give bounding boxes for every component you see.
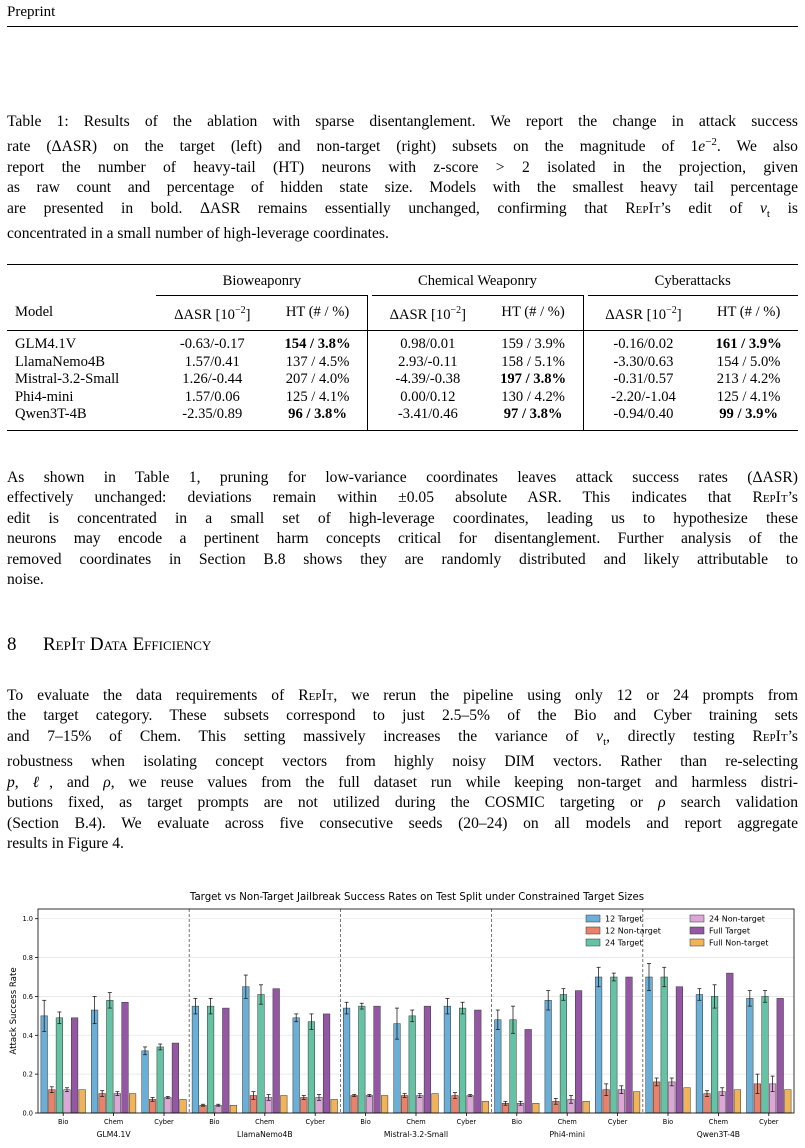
cell-model: Phi4-mini bbox=[15, 388, 74, 405]
bar bbox=[64, 1090, 71, 1113]
model-label: GLM4.1V bbox=[96, 1130, 131, 1139]
x-tick-label: Chem bbox=[557, 1118, 577, 1126]
bar bbox=[343, 1008, 350, 1113]
cell-bio-dasr: 1.57/0.06 bbox=[184, 388, 240, 405]
bar bbox=[381, 1096, 388, 1113]
model-label: Phi4-mini bbox=[549, 1130, 585, 1139]
bar bbox=[575, 991, 582, 1113]
y-tick-label: 0.0 bbox=[22, 1109, 33, 1118]
cell-cyber-ht: 125 / 4.1% bbox=[716, 388, 781, 405]
text-line: and 7–15% of Chem. This setting massively increases the variance of $v_t$, directly testing RepIt’s bbox=[7, 727, 798, 748]
bar bbox=[696, 994, 703, 1113]
cell-bio-ht: 137 / 4.5% bbox=[285, 353, 350, 370]
text-line: report the number of heavy-tail (HT) neurons with z-score > 2 isolated in the projection, given bbox=[7, 159, 798, 176]
x-tick-label: Cyber bbox=[456, 1118, 477, 1126]
bar bbox=[467, 1096, 474, 1113]
bar bbox=[401, 1096, 408, 1113]
bar bbox=[525, 1029, 532, 1113]
bar bbox=[711, 996, 718, 1113]
results-table bbox=[7, 264, 798, 431]
bar bbox=[366, 1096, 373, 1113]
cell-model: LlamaNemo4B bbox=[15, 353, 105, 370]
bar bbox=[223, 1008, 230, 1113]
text-line: p, ℓ, and ρ, we reuse values from the full dataset run while keeping non-target and harmless distri- bbox=[7, 773, 799, 791]
bar bbox=[669, 1082, 676, 1113]
cell-chem-dasr: -3.41/0.46 bbox=[397, 406, 458, 423]
bar bbox=[444, 1006, 451, 1113]
x-tick-label: Cyber bbox=[154, 1118, 174, 1126]
bar bbox=[560, 994, 567, 1113]
cell-cyber-ht: 161 / 3.9% bbox=[715, 336, 782, 353]
x-tick-label: Chem bbox=[708, 1118, 729, 1126]
cell-bio-ht: 154 / 3.8% bbox=[284, 336, 351, 353]
col-dasr-chem: ΔASR $[10^{-2}]$ bbox=[372, 295, 484, 330]
bar bbox=[243, 987, 250, 1113]
table-caption bbox=[7, 112, 798, 245]
text-line: as raw count and percentage of hidden state size. Models with the smallest heavy tail percentage bbox=[7, 179, 798, 197]
bar bbox=[583, 1101, 590, 1113]
table-row bbox=[7, 336, 798, 354]
chart-title: Target vs Non-Target Jailbreak Success Rates on Test Split under Constrained Target Sizes bbox=[189, 892, 645, 903]
cell-cyber-ht: 213 / 4.2% bbox=[716, 371, 781, 388]
cell-cyber-dasr: -0.94/0.40 bbox=[613, 406, 674, 423]
cell-bio-ht: 207 / 4.0% bbox=[285, 371, 350, 388]
text-line: results in Figure 4. bbox=[7, 834, 124, 852]
bar bbox=[762, 996, 769, 1113]
bar bbox=[56, 1018, 63, 1113]
text-line: neurons may encode a pertinent harm concepts critical for disentanglement. Further analysis of the bbox=[7, 530, 798, 548]
legend-swatch bbox=[586, 927, 600, 934]
bar bbox=[323, 1014, 330, 1113]
cell-chem-dasr: 2.93/-0.11 bbox=[398, 353, 458, 370]
cell-chem-dasr: -4.39/-0.38 bbox=[395, 371, 461, 388]
bar bbox=[192, 1006, 199, 1113]
text-line: robustness when isolating concept vectors from highly noisy DIM vectors. Rather than re-selecting bbox=[7, 753, 798, 771]
bar bbox=[230, 1105, 237, 1113]
body-paragraph-1 bbox=[7, 468, 798, 590]
legend-label: Full Non-target bbox=[709, 938, 769, 948]
bar bbox=[91, 1010, 98, 1113]
section-number: 8 bbox=[7, 634, 17, 655]
legend-swatch bbox=[690, 939, 704, 946]
bar bbox=[114, 1094, 121, 1113]
bar bbox=[611, 977, 618, 1113]
text-line: removed coordinates in Section B.8 shows they are randomly distributed and likely attributable to bbox=[7, 550, 798, 568]
y-tick-label: 0.2 bbox=[22, 1070, 33, 1079]
running-head: Preprint bbox=[7, 4, 56, 20]
cell-model: Qwen3T-4B bbox=[15, 406, 87, 423]
bar bbox=[676, 987, 683, 1113]
bar bbox=[545, 1000, 552, 1113]
bar bbox=[129, 1094, 136, 1113]
bar bbox=[785, 1090, 792, 1113]
cell-bio-dasr: -2.35/0.89 bbox=[182, 406, 243, 423]
cell-chem-ht: 97 / 3.8% bbox=[503, 406, 563, 423]
cell-cyber-dasr: -2.20/-1.04 bbox=[610, 388, 676, 405]
cell-chem-ht: 197 / 3.8% bbox=[500, 371, 567, 388]
cell-cyber-dasr: -0.31/0.57 bbox=[613, 371, 674, 388]
cell-bio-dasr: 1.26/-0.44 bbox=[182, 371, 243, 388]
group-chem: Chemical Weaponry bbox=[372, 271, 583, 295]
text-line: Table 1: Results of the ablation with sparse disentanglement. We report the change in attack success bbox=[7, 113, 798, 130]
header-rule bbox=[7, 26, 798, 27]
cell-chem-dasr: 0.00/0.12 bbox=[400, 388, 456, 405]
y-tick-label: 0.8 bbox=[22, 954, 33, 963]
bar bbox=[293, 1018, 300, 1113]
text-line: are presented in bold. ΔASR remains essentially unchanged, confirming that RepIt’s edit of $v_t$ is bbox=[7, 199, 798, 220]
figure-4-bar-chart bbox=[0, 880, 805, 1148]
text-line: To evaluate the data requirements of RepIt, we rerun the pipeline using only 12 or 24 prompts from bbox=[7, 687, 799, 704]
text-line: concentrated in a small number of high-leverage coordinates. bbox=[7, 225, 389, 243]
legend-swatch bbox=[690, 915, 704, 922]
bar bbox=[258, 994, 265, 1113]
col-ht-chem: HT (# / %) bbox=[484, 295, 583, 330]
y-tick-label: 1.0 bbox=[22, 915, 33, 924]
bar bbox=[79, 1090, 86, 1113]
cell-bio-ht: 96 / 3.8% bbox=[288, 406, 347, 423]
x-tick-label: Chem bbox=[255, 1118, 275, 1126]
bar bbox=[374, 1006, 381, 1113]
bar bbox=[432, 1094, 439, 1113]
cell-cyber-ht: 99 / 3.9% bbox=[719, 406, 779, 423]
bar bbox=[122, 1002, 129, 1113]
model-label: LlamaNemo4B bbox=[237, 1130, 293, 1139]
bar bbox=[273, 989, 280, 1113]
text-line: edit is concentrated in a small set of high-leverage coordinates, leading us to hypothesize these bbox=[7, 509, 798, 527]
legend-label: 24 Non-target bbox=[709, 914, 765, 924]
bar bbox=[495, 1020, 502, 1113]
bar bbox=[49, 1090, 56, 1113]
table-row bbox=[7, 371, 798, 389]
bar bbox=[684, 1088, 691, 1113]
x-tick-label: Cyber bbox=[607, 1118, 628, 1126]
bar bbox=[417, 1096, 424, 1113]
col-ht-bio: HT (# / %) bbox=[268, 295, 367, 330]
bar bbox=[359, 1006, 366, 1113]
cell-chem-ht: 130 / 4.2% bbox=[501, 388, 565, 405]
col-dasr-cyber: ΔASR $[10^{-2}]$ bbox=[588, 295, 700, 330]
x-tick-label: Bio bbox=[58, 1118, 69, 1126]
bar bbox=[71, 1018, 78, 1113]
section-heading bbox=[7, 634, 211, 656]
model-label: Mistral-3.2-Small bbox=[383, 1130, 449, 1139]
x-tick-label: Cyber bbox=[759, 1118, 779, 1126]
x-tick-label: Bio bbox=[360, 1118, 371, 1126]
model-label: Qwen3T-4B bbox=[696, 1130, 741, 1139]
bar bbox=[308, 1022, 315, 1113]
legend-label: 12 Non-target bbox=[605, 926, 661, 936]
legend-swatch bbox=[586, 939, 600, 946]
text-line: (Section B.4). We evaluate across five consecutive seeds (20–24) on all models and report aggregate bbox=[7, 814, 798, 832]
body-paragraph-2 bbox=[7, 686, 798, 854]
cell-cyber-dasr: -3.30/0.63 bbox=[613, 353, 674, 370]
bar bbox=[107, 1000, 114, 1113]
legend-swatch bbox=[690, 927, 704, 934]
table-row bbox=[7, 406, 798, 424]
bar bbox=[661, 977, 668, 1113]
x-tick-label: Bio bbox=[511, 1118, 522, 1126]
bar bbox=[747, 998, 754, 1113]
text-line: rate (ΔASR) on the target (left) and non-target (right) subsets on the magnitude of $1e^{-2}$. We also bbox=[7, 136, 798, 156]
text-line: As shown in Table 1, pruning for low-variance coordinates leaves attack success rates (ΔASR) bbox=[7, 469, 798, 486]
cell-bio-dasr: -0.63/-0.17 bbox=[179, 336, 245, 353]
bar bbox=[626, 977, 633, 1113]
table-row bbox=[7, 354, 798, 372]
x-tick-label: Chem bbox=[103, 1118, 124, 1126]
cell-bio-dasr: 1.57/0.41 bbox=[184, 353, 240, 370]
cell-cyber-dasr: -0.16/0.02 bbox=[613, 336, 674, 353]
bar bbox=[331, 1099, 338, 1113]
group-cyber: Cyberattacks bbox=[588, 271, 798, 295]
group-bio: Bioweaponry bbox=[156, 271, 367, 295]
x-tick-label: Chem bbox=[406, 1118, 426, 1126]
bar bbox=[734, 1090, 741, 1113]
section-title: RepIt Data Efficiency bbox=[43, 634, 212, 655]
bar bbox=[207, 1006, 214, 1113]
legend-label: Full Target bbox=[709, 926, 750, 936]
cell-chem-ht: 159 / 3.9% bbox=[501, 336, 565, 353]
x-tick-label: Bio bbox=[209, 1118, 220, 1126]
legend-label: 24 Target bbox=[605, 938, 643, 948]
y-axis-label: Attack Success Rate bbox=[9, 967, 19, 1055]
text-line: the target category. These subsets correspond to just 2.5–5% of the Bio and Cyber training sets bbox=[7, 707, 798, 725]
cell-bio-ht: 125 / 4.1% bbox=[285, 388, 350, 405]
col-dasr-bio: ΔASR $[10^{-2}]$ bbox=[156, 295, 268, 330]
bar bbox=[165, 1097, 172, 1113]
cell-chem-dasr: 0.98/0.01 bbox=[400, 336, 456, 353]
col-ht-cyber: HT (# / %) bbox=[699, 295, 798, 330]
bar bbox=[409, 1016, 416, 1113]
bar bbox=[646, 977, 653, 1113]
cell-cyber-ht: 154 / 5.0% bbox=[716, 353, 781, 370]
bar bbox=[653, 1082, 660, 1113]
bar bbox=[459, 1008, 466, 1113]
y-tick-label: 0.6 bbox=[22, 992, 33, 1001]
bar bbox=[157, 1047, 164, 1113]
y-tick-label: 0.4 bbox=[22, 1031, 33, 1040]
bar bbox=[482, 1101, 489, 1113]
bar bbox=[727, 973, 734, 1113]
bar bbox=[475, 1010, 482, 1113]
bar bbox=[180, 1099, 187, 1113]
legend-swatch bbox=[586, 915, 600, 922]
text-line: noise. bbox=[7, 571, 44, 589]
cell-model: GLM4.1V bbox=[15, 336, 77, 353]
text-line: effectively unchanged: deviations remain within ±0.05 absolute ASR. This indicates that RepIt’s bbox=[7, 489, 798, 507]
cell-chem-ht: 158 / 5.1% bbox=[501, 353, 565, 370]
bar bbox=[595, 977, 602, 1113]
col-model: Model bbox=[7, 295, 156, 330]
text-line: butions fixed, as target prompts are not utilized during the COSMIC targeting or ρ search validation bbox=[7, 794, 798, 812]
bar bbox=[281, 1096, 288, 1113]
bar bbox=[633, 1092, 640, 1113]
x-tick-label: Bio bbox=[662, 1118, 674, 1126]
bar bbox=[351, 1096, 358, 1113]
bar bbox=[142, 1051, 149, 1113]
cell-model: Mistral-3.2-Small bbox=[15, 371, 120, 388]
x-tick-label: Cyber bbox=[305, 1118, 325, 1126]
table-row bbox=[7, 389, 798, 407]
bar bbox=[777, 998, 784, 1113]
bar bbox=[533, 1103, 540, 1113]
bar bbox=[172, 1043, 179, 1113]
table-body bbox=[7, 336, 798, 424]
legend-label: 12 Target bbox=[605, 914, 643, 924]
bar bbox=[424, 1006, 431, 1113]
